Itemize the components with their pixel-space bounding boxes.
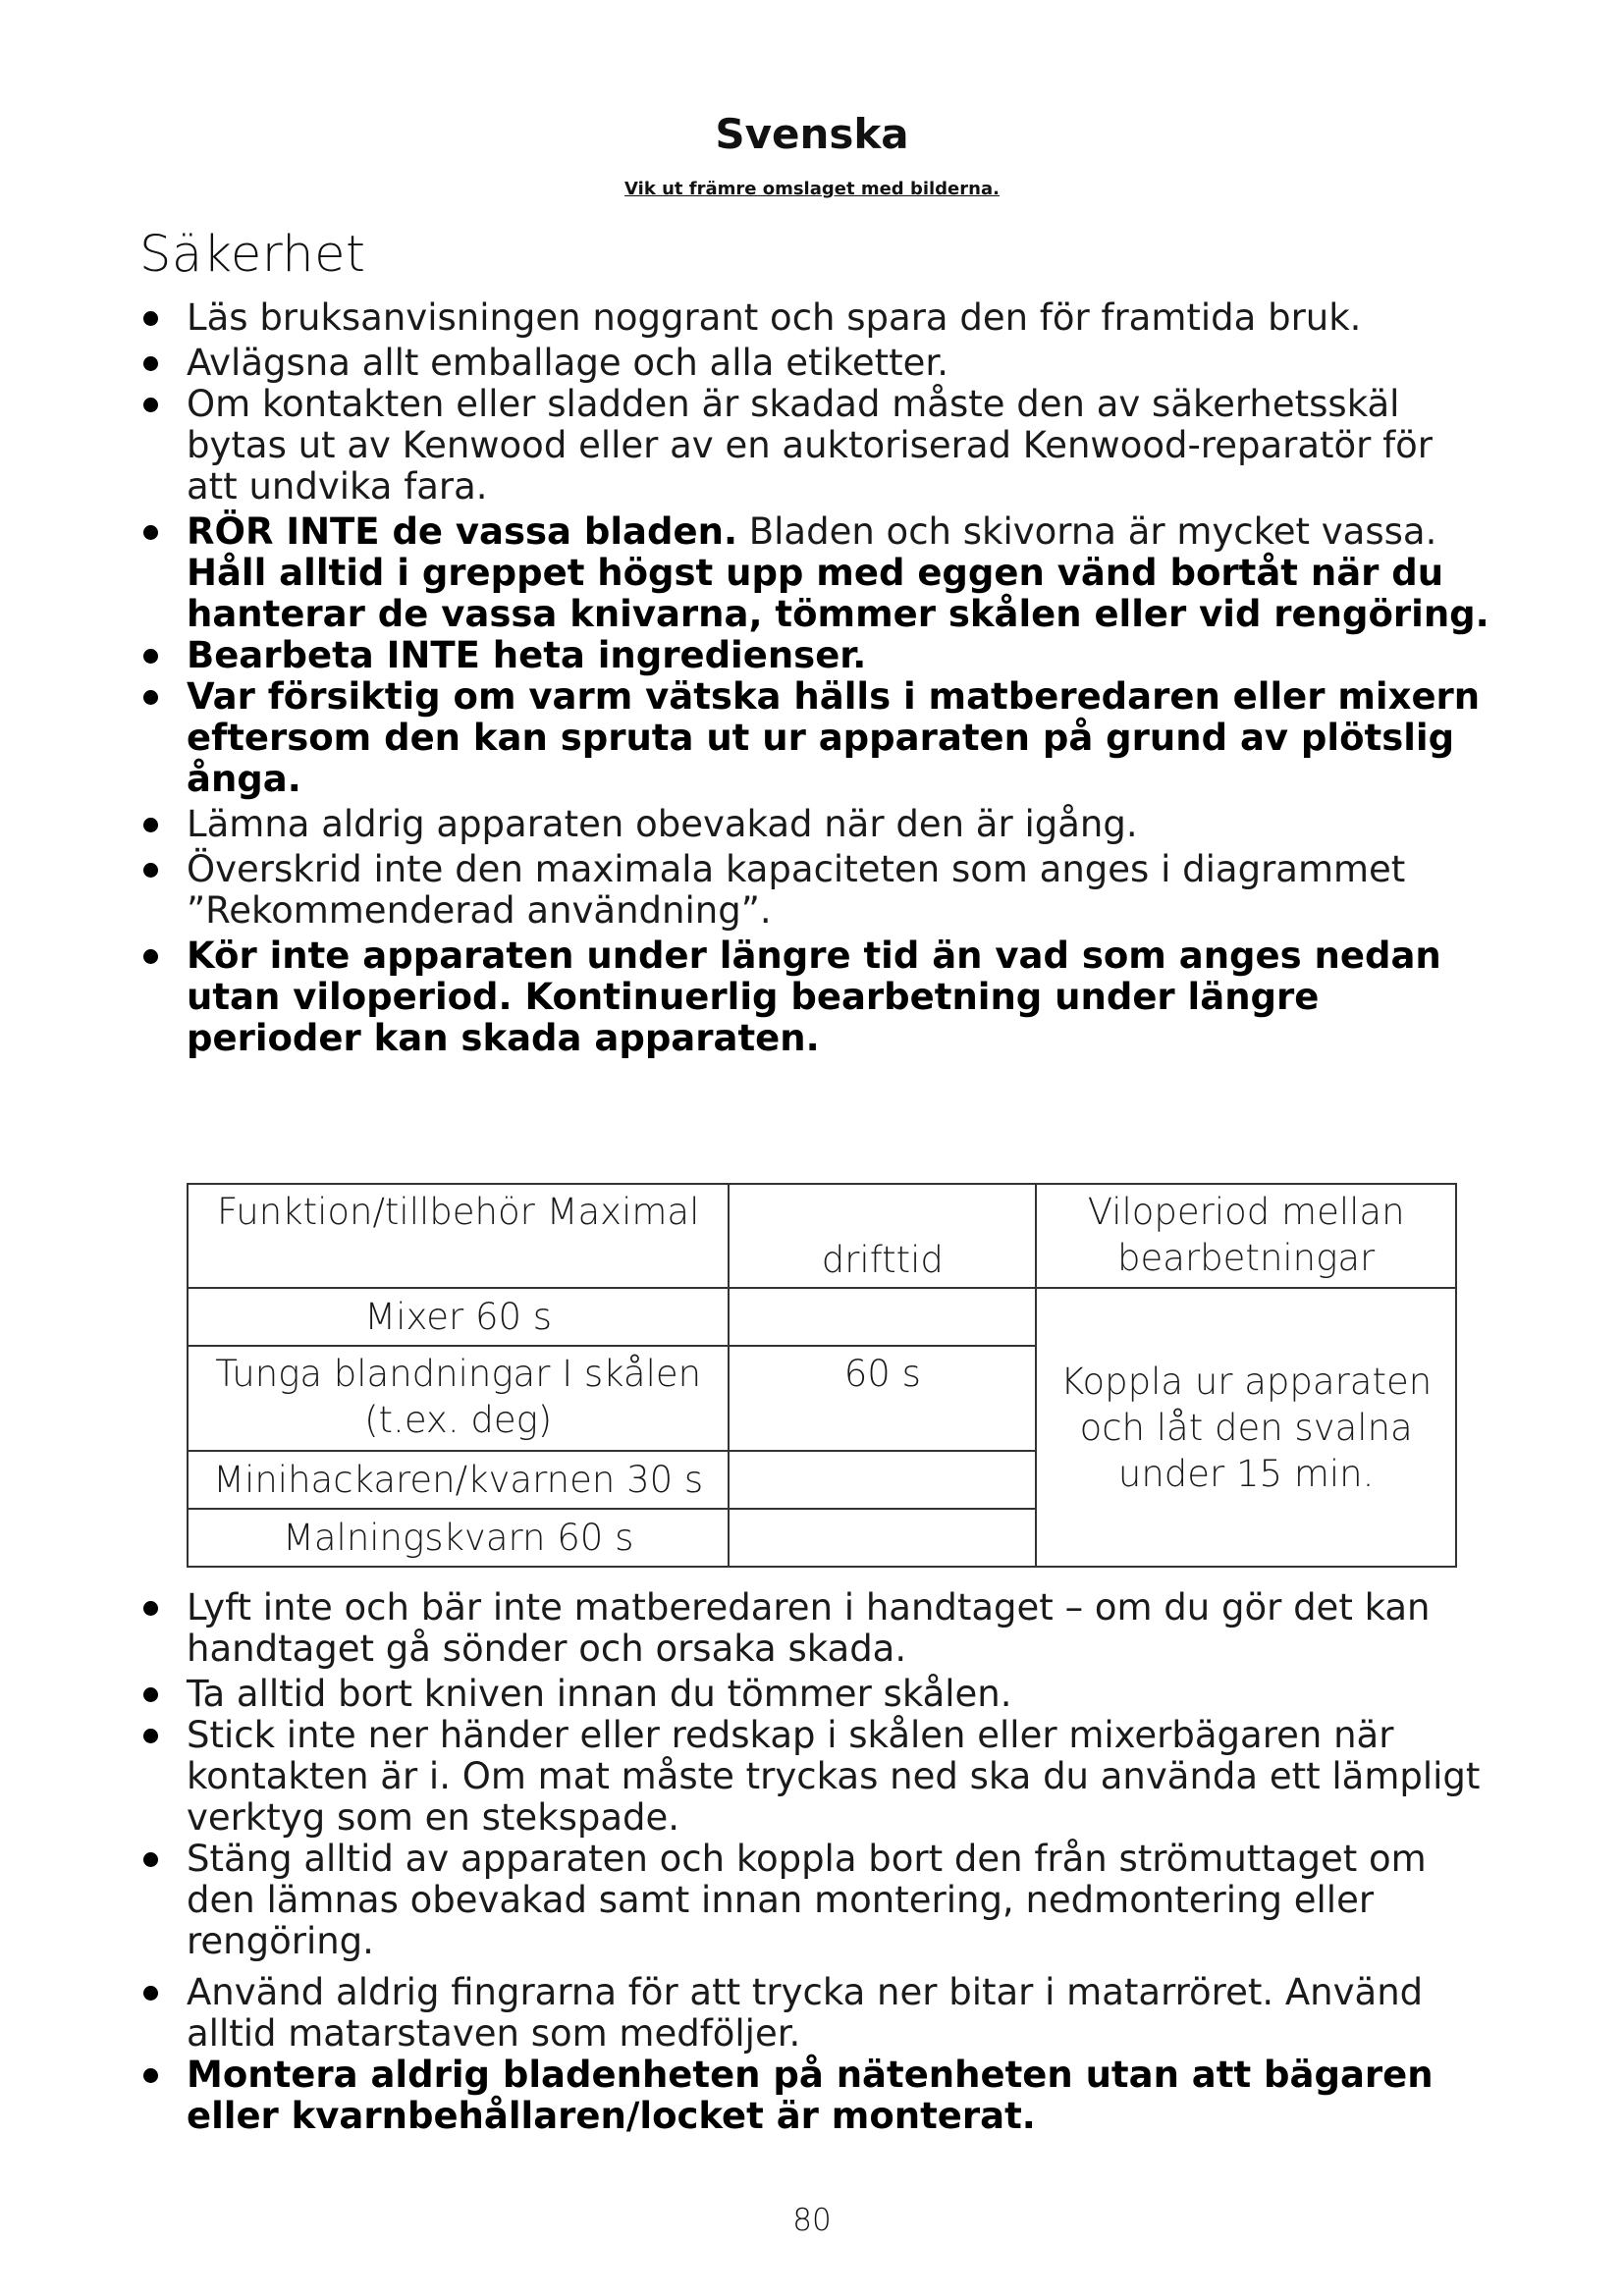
- page-number: 80: [792, 2203, 832, 2238]
- table-cell-time: [729, 1288, 1036, 1346]
- safety-list-top: [139, 297, 1494, 1059]
- list-item: [139, 511, 1494, 635]
- list-item: Stick inte ner händer eller redskap i skålen eller mixerbägaren när kontakten är i. Om mat måste tryckas ned ska du använda ett lämpligt verktyg som en stekspade.: [139, 1715, 1494, 1839]
- list-item: Bearbeta INTE heta ingredienser.: [139, 635, 1494, 676]
- table-cell-time: [729, 1509, 1036, 1567]
- safety-list-bottom: [139, 1587, 1494, 2137]
- list-item: Var försiktig om varm vätska hälls i matberedaren eller mixern eftersom den kan spruta ut ur apparaten på grund av plötslig ånga.: [139, 676, 1494, 800]
- list-item: Stäng alltid av apparaten och koppla bort den från strömuttaget om den lämnas obevakad samt innan montering, nedmontering eller rengöring.: [139, 1839, 1494, 1962]
- table-cell-function: Tunga blandningar I skålen (t.ex. deg): [188, 1346, 729, 1451]
- table-cell-function: Malningskvarn 60 s: [188, 1509, 729, 1567]
- table-header-function: Funktion/tillbehör Maximal: [188, 1184, 729, 1288]
- fold-out-note: Vik ut främre omslaget med bilderna.: [624, 179, 1000, 199]
- table-cell-rest: Koppla ur apparaten och låt den svalna under 15 min.: [1036, 1288, 1456, 1567]
- table-cell-function: Mixer 60 s: [188, 1288, 729, 1346]
- list-item-text: Bladen och skivorna är mycket vassa.: [737, 510, 1437, 553]
- list-item: Använd aldrig fingrarna för att trycka ner bitar i matarröret. Använd alltid matarstaven som medföljer.: [139, 1972, 1494, 2055]
- warning-bold-text: Håll alltid i greppet högst upp med eggen vänd bortåt när du hanterar de vassa knivarna, tömmer skålen eller vid rengöring.: [187, 552, 1489, 635]
- document-language-title: Svenska: [715, 110, 909, 158]
- list-item: Ta alltid bort kniven innan du tömmer skålen.: [139, 1674, 1494, 1715]
- list-item: Lyft inte och bär inte matberedaren i handtaget – om du gör det kan handtaget gå sönder och orsaka skada.: [139, 1587, 1494, 1670]
- list-item: Avlägsna allt emballage och alla etiketter.: [139, 343, 1494, 384]
- list-item: Lämna aldrig apparaten obevakad när den är igång.: [139, 804, 1494, 845]
- table-header-rest-period: Viloperiod mellan bearbetningar: [1036, 1184, 1456, 1288]
- warning-bold-text: RÖR INTE de vassa bladen.: [187, 510, 737, 553]
- table-header-max-time: drifttid: [729, 1184, 1036, 1288]
- list-item: Överskrid inte den maximala kapaciteten som anges i diagrammet ”Rekommenderad användning”.: [139, 849, 1494, 932]
- usage-table: [187, 1183, 1457, 1568]
- table-cell-time: [729, 1451, 1036, 1509]
- list-item: Kör inte apparaten under längre tid än vad som anges nedan utan viloperiod. Kontinuerlig bearbetning under längre perioder kan skada apparaten.: [139, 935, 1494, 1059]
- list-item: Montera aldrig bladenheten på nätenheten utan att bägaren eller kvarnbehållaren/locket är monterat.: [139, 2055, 1494, 2137]
- section-heading: Säkerhet: [139, 226, 366, 284]
- table-cell-function: Minihackaren/kvarnen 30 s: [188, 1451, 729, 1509]
- list-item: Läs bruksanvisningen noggrant och spara den för framtida bruk.: [139, 297, 1494, 339]
- table-cell-time: 60 s: [729, 1346, 1036, 1451]
- list-item: Om kontakten eller sladden är skadad måste den av säkerhetsskäl bytas ut av Kenwood eller av en auktoriserad Kenwood-reparatör för att undvika fara.: [139, 384, 1494, 507]
